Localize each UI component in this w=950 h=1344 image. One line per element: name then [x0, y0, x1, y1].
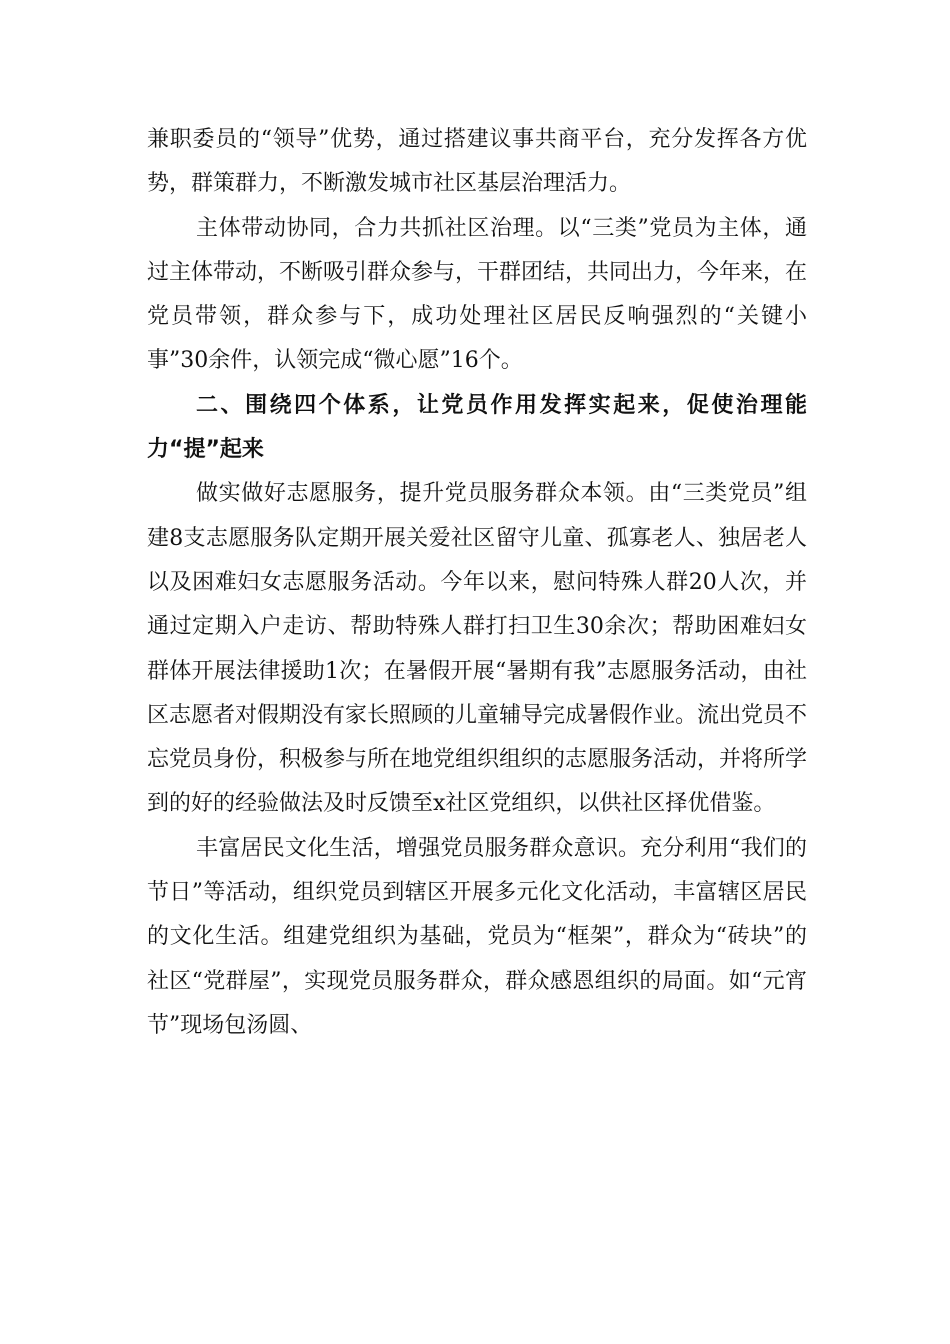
paragraph-4: 丰富居民文化生活，增强党员服务群众意识。充分利用“我们的节日”等活动，组织党员到辖区开展多元化文化活动，丰富辖区居民的文化生活。组建党组织为基础，党员为“框架”，群众为“砖块”的社区“党群屋”，实现党员服务群众，群众感恩组织的局面。如“元宵节”现场包汤圆、	[147, 835, 807, 1038]
paragraph-1: 兼职委员的“领导”优势，通过搭建议事共商平台，充分发挥各方优势，群策群力，不断激发城市社区基层治理活力。	[147, 127, 807, 197]
section-heading: 二、围绕四个体系，让党员作用发挥实起来，促使治理能力“提”起来	[147, 392, 807, 463]
paragraph-2: 主体带动协同，合力共抓社区治理。以“三类”党员为主体，通过主体带动，不断吸引群众参与，干群团结，共同出力，今年来，在党员带领，群众参与下，成功处理社区居民反响强烈的“关键小事”30余件，认领完成“微心愿”16个。	[147, 215, 808, 374]
paragraph-3: 做实做好志愿服务，提升党员服务群众本领。由“三类党员”组建8支志愿服务队定期开展关爱社区留守儿童、孤寡老人、独居老人以及困难妇女志愿服务活动。今年以来，慰问特殊人群20人次，并通过定期入户走访、帮助特殊人群打扫卫生30余次；帮助困难妇女群体开展法律援助1次；在暑假开展“暑期有我”志愿服务活动，由社区志愿者对假期没有家长照顾的儿童辅导完成暑假作业。流出党员不忘党员身份，积极参与所在地党组织组织的志愿服务活动，并将所学到的好的经验做法及时反馈至x社区党组织，以供社区择优借鉴。	[147, 481, 808, 817]
document-page	[147, 118, 807, 1048]
